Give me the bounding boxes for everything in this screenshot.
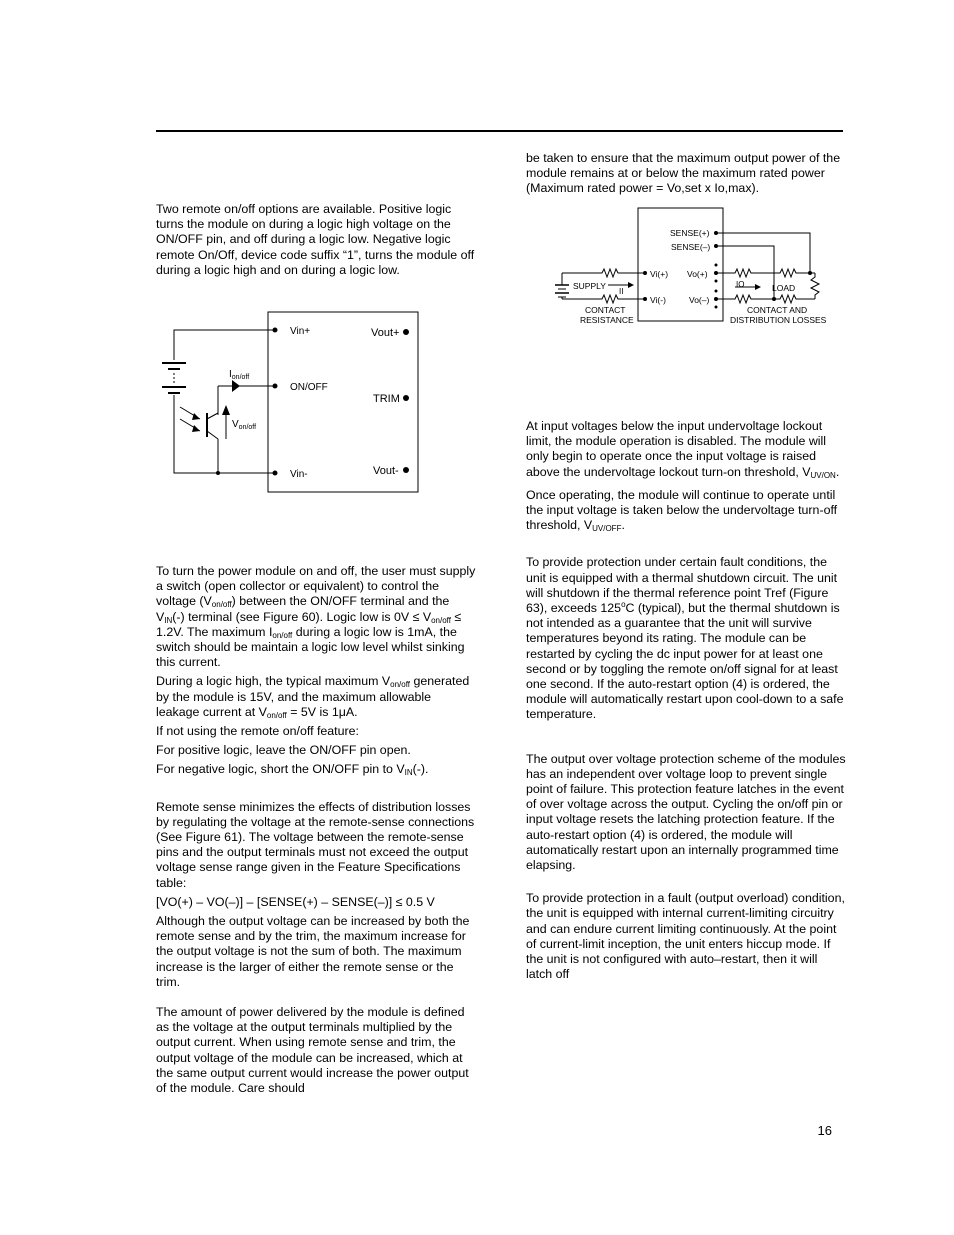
paragraph-power: The amount of power delivered by the module is defined as the voltage at the output terminals multiplied by the output current. When using remote sense and trim, the output voltage of the module can be increased, which at the same output current would increase the power output of the module. Care should — [156, 1005, 469, 1096]
page-number: 16 — [817, 1123, 832, 1138]
label-vin-plus: Vin+ — [290, 326, 311, 337]
label-sense-plus: SENSE(+) — [670, 228, 710, 238]
label-sense-minus: SENSE(–) — [671, 242, 711, 252]
header-rule — [156, 130, 843, 132]
label-load: LOAD — [772, 283, 796, 293]
label-vout-minus: Vout- — [373, 465, 399, 477]
paragraph-negative-logic: For negative logic, short the ON/OFF pin to $V_{IN}(-)$. — [156, 762, 429, 778]
label-vo-minus: Vo(–) — [689, 295, 710, 305]
figure-remote-onoff-circuit — [150, 305, 435, 500]
right-col-top — [526, 151, 846, 201]
paragraph-thermal: To provide protection under certain fault conditions, the unit is equipped with a thermal shutdown circuit. The unit will shutdown if the thermal reference point Tref (Figure 63), exceeds 125$^o$C (typical), but the thermal shutdown is not intended as a guarantee that the unit will survive temperatures beyond its rating. The module can be restarted by cycling the dc input power for at least one second or by toggling the remote on/off signal for at least one second. If the auto-restart option (4) is ordered, the module will automatically restart upon cool-down to a safe temperature. — [526, 555, 844, 722]
left-col-bottom — [156, 564, 476, 1100]
paragraph-uvlo: At input voltages below the input undervoltage lockout limit, the module operation is disabled. The module will only begin to operate once the input voltage is raised above the undervoltage lockout turn-on threshold, $V_{UV/ON}$. — [526, 419, 840, 480]
paragraph-current-limit: To provide protection in a fault (output overload) condition, the unit is equipped with internal current-limiting circuitry and can endure current limiting continuously. At the point of current-limit inception, the unit enters hiccup mode. If the unit is not configured with auto–restart, then it will latch off — [526, 891, 845, 982]
paragraph-uvlo-off: Once operating, the module will continue to operate until the input voltage is taken below the undervoltage turn-off threshold, $V_{UV/OFF}$. — [526, 487, 838, 534]
formula-sense: [VO(+) – VO(–)] – [SENSE(+) – SENSE(–)] ≤ 0.5 V — [156, 894, 435, 909]
label-vi-plus: Vi(+) — [650, 269, 669, 279]
paragraph-remote-sense: Remote sense minimizes the effects of distribution losses by regulating the voltage at the remote-sense connections (See Figure 61). The voltage between the remote-sense pins and the output terminals must not exceed the output voltage sense range given in the Feature Specifications table: — [156, 799, 475, 890]
label-io: IO — [736, 280, 745, 289]
label-vo-plus: Vo(+) — [687, 269, 708, 279]
label-ion-off: $I_{on/off}$ — [229, 369, 250, 381]
paragraph-logic-high: During a logic high, the typical maximum $V_{on/off}$ generated by the module is 15V, and the maximum allowable leakage current at $V_{on/off} = 5V$ is 1μA. — [156, 674, 470, 720]
paragraph-care: be taken to ensure that the maximum output power of the module remains at or below the maximum rated power (Maximum rated power = Vo,set x Io,max). — [526, 151, 841, 196]
paragraph-remote-onoff: Two remote on/off options are available. Positive logic turns the module on during a logic high voltage on the ON/OFF pin, and off during a logic low. Negative logic remote On/Off, device code suffix “1”, turns the module off during a logic high and on during a logic low. — [156, 202, 475, 277]
paragraph-not-using: If not using the remote on/off feature: — [156, 724, 359, 739]
figure-remote-sense-circuit — [550, 203, 840, 328]
label-distribution: DISTRIBUTION LOSSES — [730, 315, 827, 325]
left-col-top — [156, 202, 476, 282]
label-resistance: RESISTANCE — [580, 315, 634, 325]
right-col-bottom — [526, 419, 846, 987]
paragraph-positive-logic: For positive logic, leave the ON/OFF pin open. — [156, 743, 411, 758]
label-vi-minus: Vi(-) — [650, 295, 666, 305]
label-contact1: CONTACT — [585, 305, 626, 315]
label-supply: SUPPLY — [573, 281, 606, 291]
label-trim: TRIM — [373, 393, 400, 405]
label-vin-minus: Vin- — [290, 469, 308, 480]
label-on-off: ON/OFF — [290, 382, 328, 393]
label-von-off: $V_{on/off}$ — [232, 419, 257, 431]
paragraph-trim: Although the output voltage can be increased by both the remote sense and by the trim, the maximum increase for the output voltage is not the sum of both. The maximum increase is the larger of either the remote sense or the trim. — [156, 914, 470, 989]
label-contact2: CONTACT AND — [747, 305, 808, 315]
label-ii: II — [619, 287, 624, 296]
paragraph-switch: To turn the power module on and off, the user must supply a switch (open collector or equivalent) to control the voltage $(V_{on/off})$ between the ON/OFF terminal and the $V_{IN}(-)$ terminal (see Figure 60). Logic low is $0V \le V_{on/off} \le 1.2V$. The maximum $I_{on/off}$ during a logic low is 1mA, the switch should be maintain a logic low level whilst sinking this current. — [156, 564, 476, 670]
label-vout-plus: Vout+ — [371, 327, 400, 339]
paragraph-ovp: The output over voltage protection scheme of the modules has an independent over voltage loop to prevent single point of failure. This protection feature latches in the event of over voltage across the output. Cycling the on/off pin or input voltage resets the latching protection feature. If the auto-restart option (4) is ordered, the module will automatically restart upon an internally programmed time elapsing. — [526, 751, 846, 873]
